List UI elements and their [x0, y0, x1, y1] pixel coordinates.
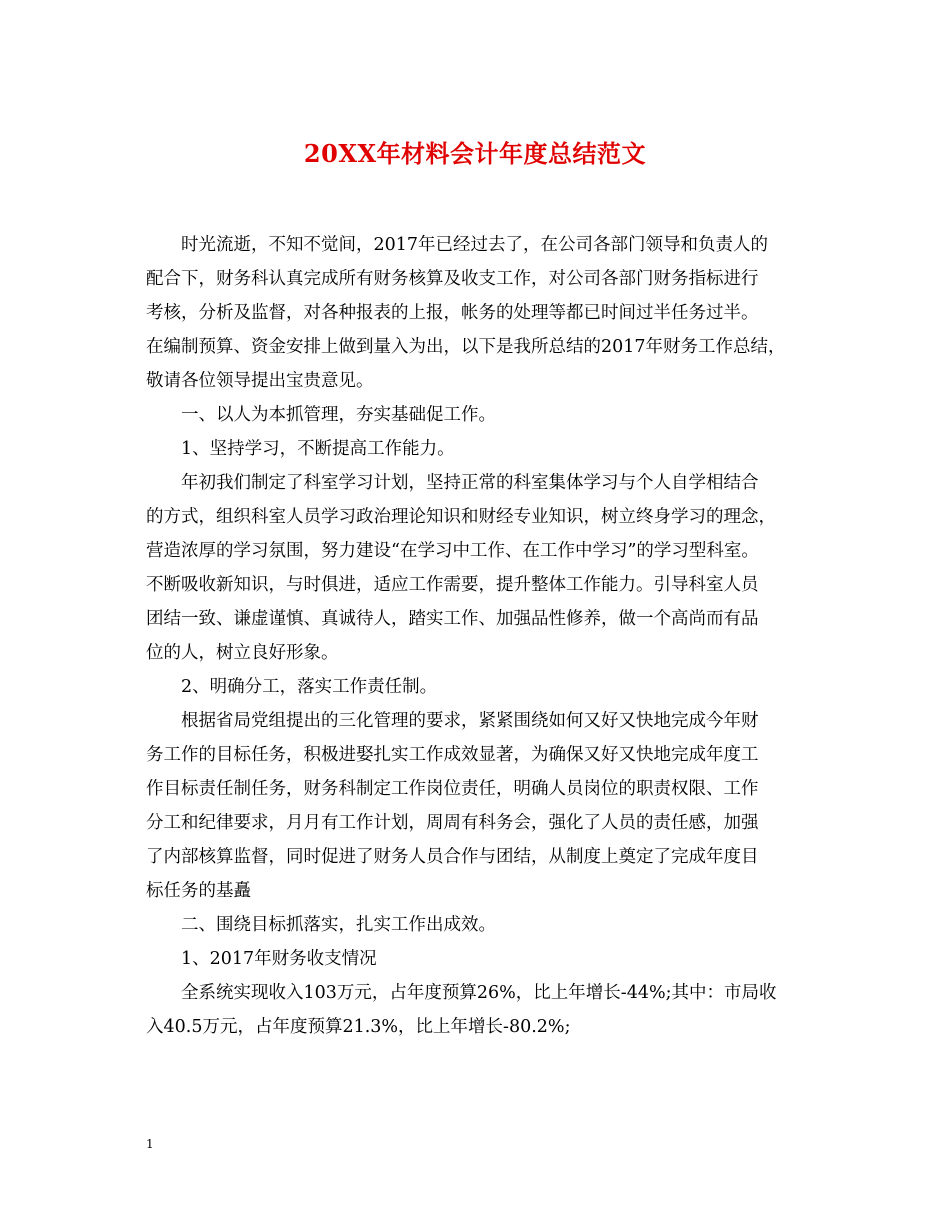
body-line: 营造浓厚的学习氛围，努力建设“在学习中工作、在工作中学习”的学习型科室。	[146, 541, 759, 561]
body-line: 1、坚持学习，不断提高工作能力。	[146, 439, 455, 459]
body-line: 敬请各位领导提出宝贵意见。	[146, 371, 374, 391]
body-line: 时光流逝，不知不觉间，2017年已经过去了，在公司各部门领导和负责人的	[146, 235, 769, 255]
document-title: 20XX年材料会计年度总结范文	[303, 139, 647, 168]
body-line: 1、2017年财务收支情况	[146, 949, 377, 969]
body-line: 作目标责任制任务，财务科制定工作岗位责任，明确人员岗位的职责权限、工作	[146, 779, 759, 799]
body-line: 团结一致、谦虚谨慎、真诚待人，踏实工作、加强品性修养，做一个高尚而有品	[146, 609, 759, 629]
body-line: 在编制预算、资金安排上做到量入为出，以下是我所总结的2017年财务工作总结，	[146, 337, 786, 357]
body-line: 不断吸收新知识，与时俱进，适应工作需要，提升整体工作能力。引导科室人员	[146, 575, 759, 595]
body-line: 入40.5万元，占年度预算21.3%，比上年增长-80.2%;	[146, 1017, 571, 1037]
body-line: 全系统实现收入103万元，占年度预算26%，比上年增长-44%;其中：市局收	[146, 983, 777, 1003]
body-line: 标任务的基矗	[146, 881, 251, 901]
body-line: 务工作的目标任务，积极进娶扎实工作成效显著，为确保又好又快地完成年度工	[146, 745, 759, 765]
body-line: 2、明确分工，落实工作责任制。	[146, 677, 438, 697]
body-line: 分工和纪律要求，月月有工作计划，周周有科务会，强化了人员的责任感，加强	[146, 813, 759, 833]
body-line: 考核，分析及监督，对各种报表的上报，帐务的处理等都已时间过半任务过半。	[146, 303, 759, 323]
body-line: 的方式，组织科室人员学习政治理论知识和财经专业知识，树立终身学习的理念，	[146, 507, 776, 527]
body-line: 二、围绕目标抓落实，扎实工作出成效。	[146, 915, 496, 935]
page-number: 1	[146, 1137, 154, 1151]
body-line: 配合下，财务科认真完成所有财务核算及收支工作，对公司各部门财务指标进行	[146, 269, 759, 289]
body-line: 位的人，树立良好形象。	[146, 643, 339, 663]
body-line: 了内部核算监督，同时促进了财务人员合作与团结，从制度上奠定了完成年度目	[146, 847, 759, 867]
body-line: 根据省局党组提出的三化管理的要求，紧紧围绕如何又好又快地完成今年财	[146, 711, 759, 731]
body-line: 一、以人为本抓管理，夯实基础促工作。	[146, 405, 496, 425]
body-line: 年初我们制定了科室学习计划，坚持正常的科室集体学习与个人自学相结合	[146, 473, 759, 493]
